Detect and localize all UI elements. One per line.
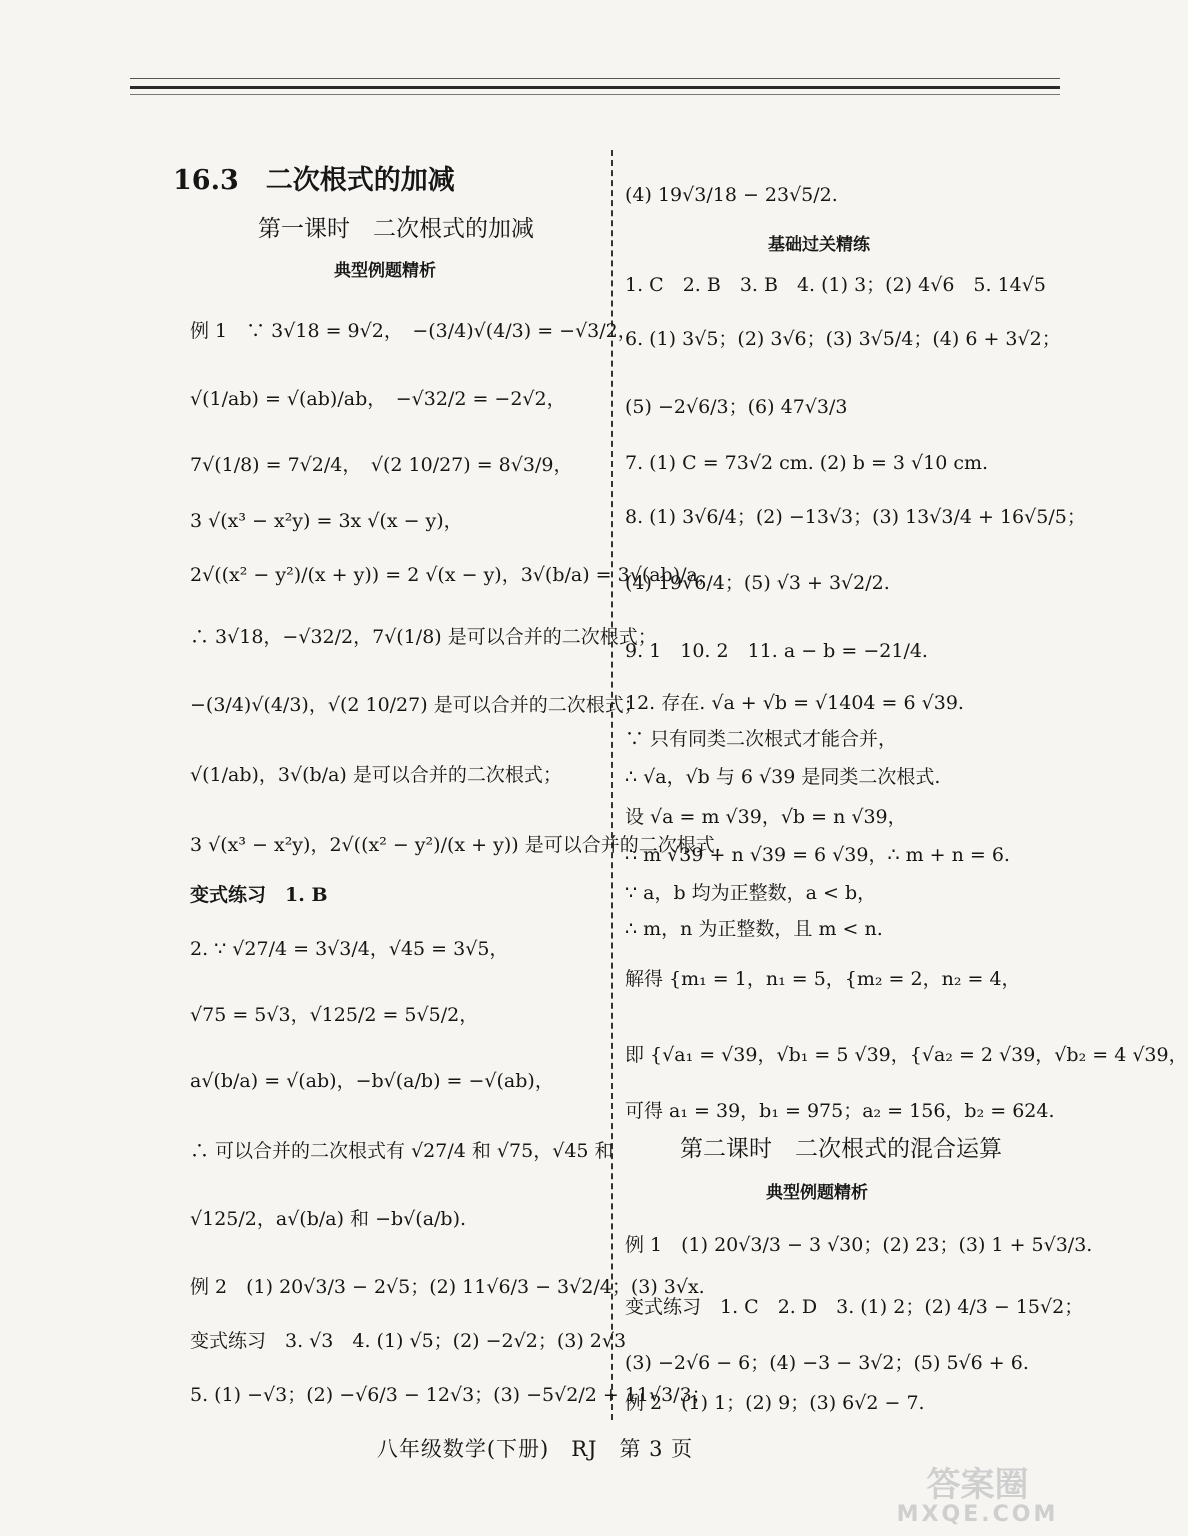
header-rule-bottom bbox=[130, 94, 1060, 95]
right-line: ∵ 只有同类二次根式才能合并， bbox=[625, 728, 898, 750]
right-line: 8. (1) 3√6/4；(2) −13√3；(3) 13√3/4 + 16√5/5； bbox=[625, 506, 1086, 528]
header-rule-thin bbox=[130, 78, 1060, 79]
left-line: √(1/ab) = √(ab)/ab， −√32/2 = −2√2， bbox=[190, 388, 566, 410]
typical-examples-heading-2: 典型例题精析 bbox=[766, 1183, 868, 1203]
right-line: 例 1 (1) 20√3/3 − 3 √30；(2) 23；(3) 1 + 5√3/3. bbox=[625, 1234, 1093, 1256]
right-line: ∵ a，b 均为正整数，a < b， bbox=[625, 882, 877, 904]
page-footer: 八年级数学(下册) RJ 第 3 页 bbox=[376, 1437, 694, 1461]
right-line: ∴ m √39 + n √39 = 6 √39，∴ m + n = 6. bbox=[625, 844, 1010, 866]
left-line: 2. ∵ √27/4 = 3√3/4，√45 = 3√5， bbox=[190, 938, 509, 960]
left-line: 变式练习 3. √3 4. (1) √5；(2) −2√2；(3) 2√3 bbox=[190, 1330, 627, 1352]
header-rule-thick bbox=[130, 86, 1060, 89]
right-line: (4) 19√3/18 − 23√5/2. bbox=[625, 184, 838, 206]
right-line: 1. C 2. B 3. B 4. (1) 3；(2) 4√6 5. 14√5 bbox=[625, 274, 1046, 296]
right-line: 例 2 (1) 1；(2) 9；(3) 6√2 − 7. bbox=[625, 1392, 925, 1414]
right-line: 12. 存在. √a + √b = √1404 = 6 √39. bbox=[625, 692, 964, 714]
right-line: 变式练习 1. C 2. D 3. (1) 2；(2) 4/3 − 15√2； bbox=[625, 1296, 1084, 1318]
left-line: 3 √(x³ − x²y) = 3x √(x − y)， bbox=[190, 510, 463, 532]
lesson2-title: 第二课时 二次根式的混合运算 bbox=[680, 1136, 1002, 1162]
right-line: 解得 {m₁ = 1，n₁ = 5，{m₂ = 2，n₂ = 4， bbox=[625, 968, 1021, 990]
right-line: 可得 a₁ = 39，b₁ = 975；a₂ = 156，b₂ = 624. bbox=[625, 1100, 1055, 1122]
left-line: 变式练习 1. B bbox=[190, 884, 328, 906]
left-line: 例 1 ∵ 3√18 = 9√2， −(3/4)√(4/3) = −√3/2， bbox=[190, 320, 637, 342]
right-line: ∴ m，n 为正整数，且 m < n. bbox=[625, 918, 883, 940]
watermark-line1: 答案圈 bbox=[926, 1465, 1029, 1505]
left-line: 7√(1/8) = 7√2/4， √(2 10/27) = 8√3/9， bbox=[190, 454, 573, 476]
right-line: ∴ √a，√b 与 6 √39 是同类二次根式. bbox=[625, 766, 941, 788]
left-line: 2√((x² − y²)/(x + y)) = 2 √(x − y)，3√(b/a) = 3√(ab)/a， bbox=[190, 564, 717, 586]
left-line: ∴ 可以合并的二次根式有 √27/4 和 √75，√45 和 bbox=[190, 1140, 614, 1162]
left-line: ∴ 3√18，−√32/2，7√(1/8) 是可以合并的二次根式； bbox=[190, 626, 657, 648]
watermark-line2: MXQE.COM bbox=[896, 1502, 1059, 1527]
watermark-logo bbox=[895, 1465, 1060, 1530]
typical-examples-heading: 典型例题精析 bbox=[334, 261, 436, 281]
left-line: √125/2，a√(b/a) 和 −b√(a/b). bbox=[190, 1208, 467, 1230]
right-line: (3) −2√6 − 6；(4) −3 − 3√2；(5) 5√6 + 6. bbox=[625, 1352, 1029, 1374]
right-line: 9. 1 10. 2 11. a − b = −21/4. bbox=[625, 640, 928, 662]
section-title: 16.3 二次根式的加减 bbox=[173, 165, 455, 196]
left-line: 例 2 (1) 20√3/3 − 2√5；(2) 11√6/3 − 3√2/4；(3) 3√x. bbox=[190, 1276, 705, 1298]
left-line: 5. (1) −√3；(2) −√6/3 − 12√3；(3) −5√2/2 + 11√3/3； bbox=[190, 1384, 711, 1406]
left-line: √75 = 5√3，√125/2 = 5√5/2， bbox=[190, 1004, 479, 1026]
lesson-title: 第一课时 二次根式的加减 bbox=[258, 216, 534, 242]
right-line: 7. (1) C = 73√2 cm. (2) b = 3 √10 cm. bbox=[625, 452, 989, 474]
right-line: (4) 19√6/4；(5) √3 + 3√2/2. bbox=[625, 572, 890, 594]
right-line: 6. (1) 3√5；(2) 3√6；(3) 3√5/4；(4) 6 + 3√2； bbox=[625, 328, 1061, 350]
basic-practice-heading: 基础过关精练 bbox=[768, 235, 870, 255]
right-line: (5) −2√6/3；(6) 47√3/3 bbox=[625, 396, 848, 418]
left-line: 3 √(x³ − x²y)，2√((x² − y²)/(x + y)) 是可以合并的二次根式. bbox=[190, 834, 721, 856]
right-line: 即 {√a₁ = √39，√b₁ = 5 √39，{√a₂ = 2 √39，√b₂ = 4 √39， bbox=[625, 1044, 1188, 1066]
left-line: a√(b/a) = √(ab)，−b√(a/b) = −√(ab)， bbox=[190, 1070, 554, 1092]
left-line: −(3/4)√(4/3)，√(2 10/27) 是可以合并的二次根式； bbox=[190, 694, 643, 716]
right-line: 设 √a = m √39，√b = n √39， bbox=[625, 806, 907, 828]
left-line: √(1/ab)，3√(b/a) 是可以合并的二次根式； bbox=[190, 764, 562, 786]
